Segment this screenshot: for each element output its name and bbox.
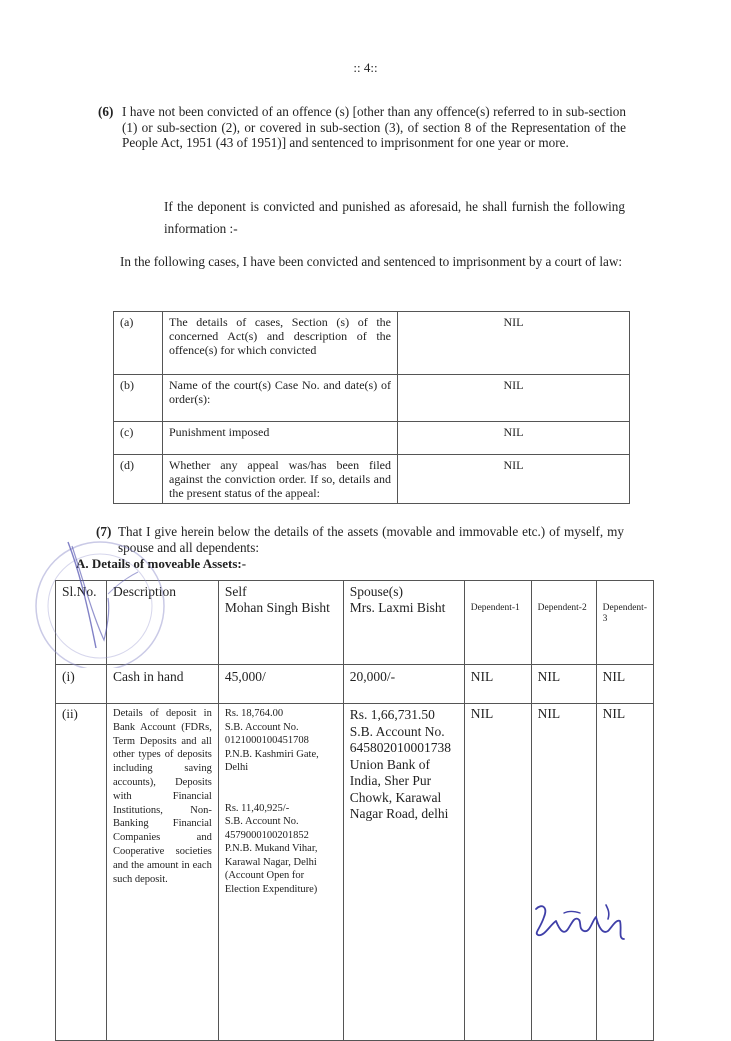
header-spouse-label: Spouse(s) bbox=[349, 584, 403, 599]
cell-slno: (i) bbox=[56, 665, 107, 704]
row-answer: NIL bbox=[398, 375, 630, 422]
table-header-row bbox=[56, 581, 654, 665]
paragraph-6-number: (6) bbox=[98, 104, 114, 119]
row-label: (b) bbox=[114, 375, 163, 422]
row-answer: NIL bbox=[398, 455, 630, 504]
section-a-heading: A. Details of moveable Assets:- bbox=[76, 556, 247, 571]
header-self-name: Mohan Singh Bisht bbox=[224, 600, 330, 615]
header-spouse-name: Mrs. Laxmi Bisht bbox=[349, 600, 446, 615]
cell-dependent-3: NIL bbox=[596, 704, 653, 1041]
cell-dependent-1: NIL bbox=[464, 665, 531, 704]
cell-spouse bbox=[343, 704, 464, 1041]
header-dependent-3: Dependent-3 bbox=[596, 581, 653, 665]
if-convicted-text: If the deponent is convicted and punished as aforesaid, he shall furnish the following information :- bbox=[164, 199, 625, 236]
cell-dependent-1: NIL bbox=[464, 704, 531, 1041]
row-question: Name of the court(s) Case No. and date(s) of order(s): bbox=[163, 375, 398, 422]
cell-self bbox=[218, 704, 343, 1041]
cell-description: Details of deposit in Bank Account (FDRs, Term Deposits and all other types of deposits including saving accounts), Deposits with Financial Institutions, Non-Banking Financial Companies and Cooperative societies and the amount in each such deposit. bbox=[106, 704, 218, 1041]
deposit-line: S.B. Account No. bbox=[224, 816, 299, 827]
header-dependent-1: Dependent-1 bbox=[464, 581, 531, 665]
deposit-line: Election Expenditure) bbox=[224, 883, 318, 895]
row-label: (c) bbox=[114, 422, 163, 455]
deposit-line: Rs. 18,764.00 bbox=[224, 708, 284, 719]
header-spouse bbox=[343, 581, 464, 665]
self-deposit-2 bbox=[225, 802, 337, 897]
row-answer: NIL bbox=[398, 312, 630, 375]
table-row bbox=[114, 422, 630, 455]
cell-self: 45,000/ bbox=[218, 665, 343, 704]
paragraph-6 bbox=[98, 104, 626, 151]
deposit-line: 0121000100451708 bbox=[224, 735, 309, 746]
deposit-line: 4579000100201852 bbox=[224, 829, 309, 841]
paragraph-7-number: (7) bbox=[96, 524, 112, 539]
paragraph-6-text: I have not been convicted of an offence (s) [other than any offence(s) referred to in sub-section (1) or sub-section (2), or covered in sub-section (3), of section 8 of the Representation of the People Act, 1951 (43 of 1951)] and sentenced to imprisonment for one year or more. bbox=[122, 104, 626, 150]
table-row bbox=[56, 704, 654, 1041]
deposit-line: Karawal Nagar, Delhi bbox=[224, 856, 317, 868]
row-question: Punishment imposed bbox=[163, 422, 398, 455]
table-row bbox=[56, 665, 654, 704]
following-cases-paragraph: In the following cases, I have been convicted and sentenced to imprisonment by a court of law: bbox=[120, 254, 623, 269]
paragraph-7 bbox=[96, 524, 624, 555]
cell-description: Cash in hand bbox=[106, 665, 218, 704]
row-question: Whether any appeal was/has been filed against the conviction order. If so, details and the present status of the appeal: bbox=[163, 455, 398, 504]
page-number: :: 4:: bbox=[353, 60, 378, 75]
deponent-signature-icon bbox=[528, 895, 638, 955]
header-dependent-2: Dependent-2 bbox=[531, 581, 596, 665]
cell-dependent-2: NIL bbox=[531, 665, 596, 704]
table-row bbox=[114, 455, 630, 504]
deposit-line: Nagar Road, delhi bbox=[349, 806, 449, 821]
deposit-line: Chowk, Karawal bbox=[349, 789, 442, 805]
header-slno: Sl.No. bbox=[56, 581, 107, 665]
row-answer: NIL bbox=[398, 422, 630, 455]
row-question: The details of cases, Section (s) of the concerned Act(s) and description of the offence(s) for which convicted bbox=[163, 312, 398, 375]
deposit-line: Rs. 11,40,925/- bbox=[224, 802, 290, 814]
deposit-line: P.N.B. Kashmiri Gate, bbox=[224, 748, 319, 760]
conviction-details-table bbox=[113, 311, 630, 504]
if-convicted-paragraph bbox=[120, 196, 625, 240]
deposit-line: Union Bank of bbox=[349, 756, 430, 772]
cell-dependent-3: NIL bbox=[596, 665, 653, 704]
table-row bbox=[114, 375, 630, 422]
cell-dependent-2: NIL bbox=[531, 704, 596, 1041]
deposit-line: 645802010001738 bbox=[349, 740, 451, 755]
cell-spouse: 20,000/- bbox=[343, 665, 464, 704]
row-label: (d) bbox=[114, 455, 163, 504]
deposit-line: P.N.B. Mukand Vihar, bbox=[224, 843, 318, 854]
deposit-line: India, Sher Pur bbox=[349, 773, 432, 788]
header-description: Description bbox=[106, 581, 218, 665]
cell-slno: (ii) bbox=[56, 704, 107, 1041]
table-row bbox=[114, 312, 630, 375]
deposit-line: (Account Open for bbox=[224, 870, 305, 881]
deposit-line: S.B. Account No. bbox=[349, 723, 445, 739]
header-self bbox=[218, 581, 343, 665]
paragraph-7-text: That I give herein below the details of the assets (movable and immovable etc.) of myself, my spouse and all dependents: bbox=[118, 524, 624, 555]
deposit-line: Delhi bbox=[224, 762, 249, 773]
header-self-label: Self bbox=[224, 584, 247, 599]
self-deposit-1 bbox=[225, 707, 337, 775]
row-label: (a) bbox=[114, 312, 163, 375]
deposit-line: Rs. 1,66,731.50 bbox=[349, 707, 435, 722]
moveable-assets-table bbox=[55, 580, 654, 1041]
deposit-line: S.B. Account No. bbox=[224, 721, 299, 733]
